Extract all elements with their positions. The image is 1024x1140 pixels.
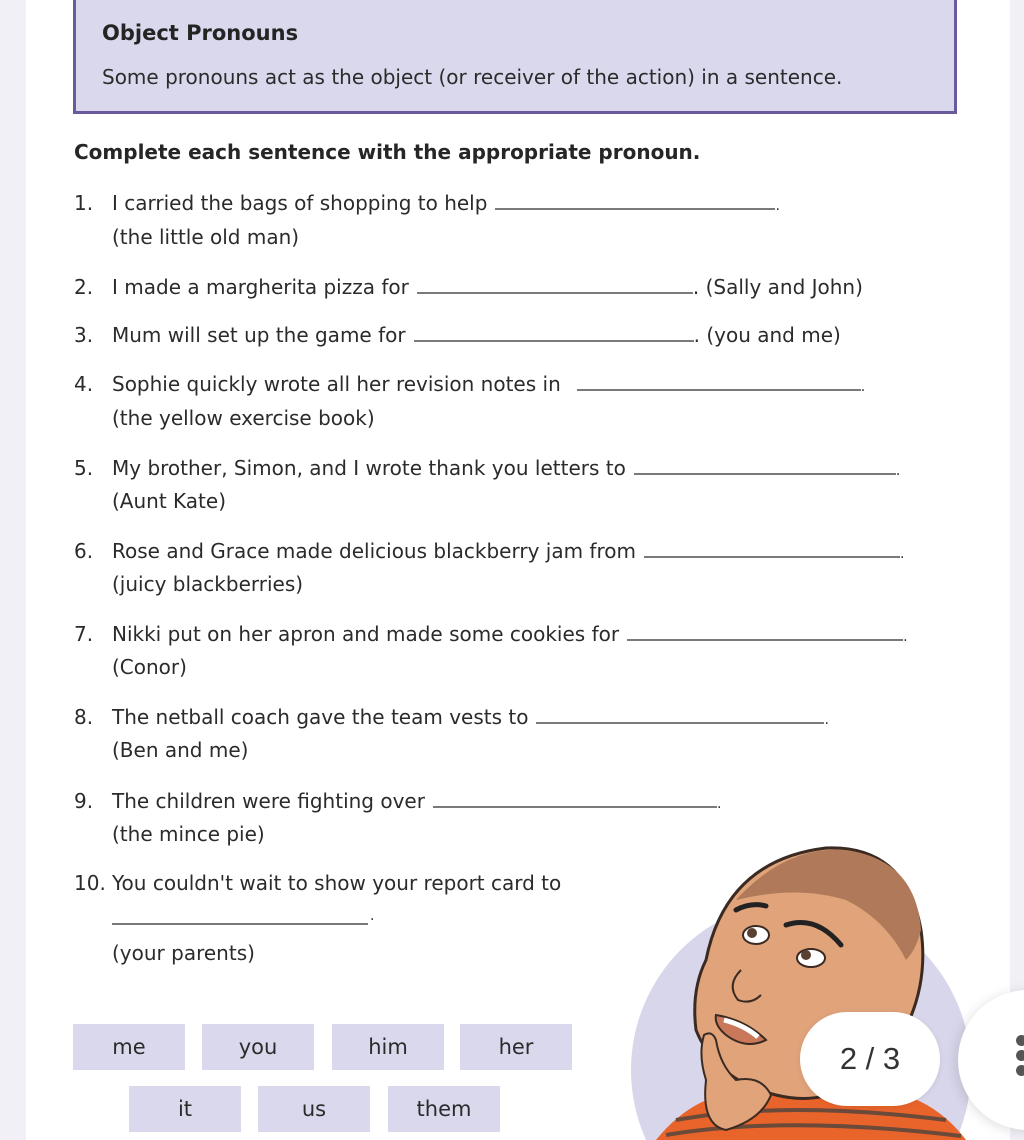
answer-blank-7[interactable] bbox=[627, 619, 903, 641]
word-tile-me[interactable]: me bbox=[73, 1024, 185, 1070]
more-vertical-icon bbox=[1016, 1035, 1024, 1080]
worksheet-page: Object Pronouns Some pronouns act as the object (or receiver of the action) in a sentence. Complete each sentence with the appropriate pronoun. 1. I carried the bags of shopping to help . (the little old man) 2. I made a margherita pizza for . (Sally and John) 3. Mum will set up the game for . (you and me) 4. Sophie quickly wrote all her revision notes in . (the yellow exercise book) 5. My brother, Simon, and I wrote thank you letters to . (Aunt Kate) 6. Rose and Grace made delicious blackberry jam from . (juicy blackberries) 7. Nikki put on her apron and made some cookies for . (Conor) 8. The netball coach gave the team vests to . (Ben and me) 9. The children were fighting over . (the mince pie) 10. You couldn't wait to show your report card to . (your parents) me you him her it us them bbox=[26, 0, 1010, 1140]
question-9: 9. The children were fighting over . bbox=[74, 786, 721, 814]
question-number: 2. bbox=[74, 275, 94, 299]
question-10 bbox=[74, 869, 561, 897]
word-tile-her[interactable]: her bbox=[460, 1024, 572, 1070]
question-text: You couldn't wait to show your report card to bbox=[112, 871, 562, 895]
question-text: Sophie quickly wrote all her revision notes in bbox=[112, 372, 561, 396]
question-number: 5. bbox=[74, 456, 94, 480]
question-3-hint: (you and me) bbox=[706, 323, 841, 347]
question-8-hint: (Ben and me) bbox=[112, 738, 249, 762]
question-text: Mum will set up the game for bbox=[112, 323, 406, 347]
word-tile-them[interactable]: them bbox=[388, 1086, 500, 1132]
answer-blank-3[interactable] bbox=[414, 320, 694, 342]
answer-blank-6[interactable] bbox=[644, 536, 900, 558]
page-counter: 2 / 3 bbox=[800, 1012, 940, 1106]
word-tile-you[interactable]: you bbox=[202, 1024, 314, 1070]
info-box bbox=[73, 0, 957, 114]
question-9-hint: (the mince pie) bbox=[112, 822, 265, 846]
info-box-text: Some pronouns act as the object (or receiver of the action) in a sentence. bbox=[102, 65, 843, 89]
question-7: 7. Nikki put on her apron and made some cookies for . bbox=[74, 619, 908, 647]
question-text: I carried the bags of shopping to help bbox=[112, 191, 488, 215]
thinking-boy-illustration bbox=[586, 840, 986, 1140]
answer-blank-1[interactable] bbox=[495, 188, 775, 210]
question-5: 5. My brother, Simon, and I wrote thank you letters to . bbox=[74, 453, 900, 481]
word-tile-it[interactable]: it bbox=[129, 1086, 241, 1132]
instruction-heading: Complete each sentence with the appropriate pronoun. bbox=[74, 140, 701, 164]
question-text: Rose and Grace made delicious blackberry jam from bbox=[112, 539, 636, 563]
question-number: 3. bbox=[74, 323, 94, 347]
question-7-hint: (Conor) bbox=[112, 655, 187, 679]
question-2: 2. I made a margherita pizza for . (Sally and John) bbox=[74, 272, 863, 300]
question-8: 8. The netball coach gave the team vests to . bbox=[74, 702, 829, 730]
question-number: 10. bbox=[74, 871, 106, 895]
answer-blank-8[interactable] bbox=[536, 702, 824, 724]
question-10-hint: (your parents) bbox=[112, 941, 255, 965]
question-number: 9. bbox=[74, 789, 94, 813]
question-text: My brother, Simon, and I wrote thank you letters to bbox=[112, 456, 626, 480]
question-number: 6. bbox=[74, 539, 94, 563]
question-text: I made a margherita pizza for bbox=[112, 275, 409, 299]
question-5-hint: (Aunt Kate) bbox=[112, 489, 227, 513]
question-number: 4. bbox=[74, 372, 94, 396]
word-tile-him[interactable]: him bbox=[332, 1024, 444, 1070]
answer-blank-2[interactable] bbox=[417, 272, 693, 294]
question-number: 8. bbox=[74, 705, 94, 729]
question-2-hint: (Sally and John) bbox=[705, 275, 863, 299]
question-4-hint: (the yellow exercise book) bbox=[112, 406, 375, 430]
question-6-hint: (juicy blackberries) bbox=[112, 572, 304, 596]
answer-blank-5[interactable] bbox=[634, 453, 896, 475]
question-number: 1. bbox=[74, 191, 94, 215]
question-1-hint: (the little old man) bbox=[112, 225, 300, 249]
answer-blank-10[interactable] bbox=[112, 923, 368, 925]
answer-blank-9[interactable] bbox=[433, 786, 717, 808]
question-1: 1. I carried the bags of shopping to help . bbox=[74, 188, 780, 216]
answer-blank-4[interactable] bbox=[577, 369, 861, 391]
question-4: 4. Sophie quickly wrote all her revision notes in . bbox=[74, 369, 865, 397]
question-text: Nikki put on her apron and made some cookies for bbox=[112, 622, 620, 646]
question-number: 7. bbox=[74, 622, 94, 646]
question-6: 6. Rose and Grace made delicious blackberry jam from . bbox=[74, 536, 904, 564]
question-3: 3. Mum will set up the game for . (you and me) bbox=[74, 320, 841, 348]
question-text: The netball coach gave the team vests to bbox=[112, 705, 529, 729]
word-tile-us[interactable]: us bbox=[258, 1086, 370, 1132]
question-text: The children were fighting over bbox=[112, 789, 425, 813]
info-box-title: Object Pronouns bbox=[102, 21, 299, 45]
